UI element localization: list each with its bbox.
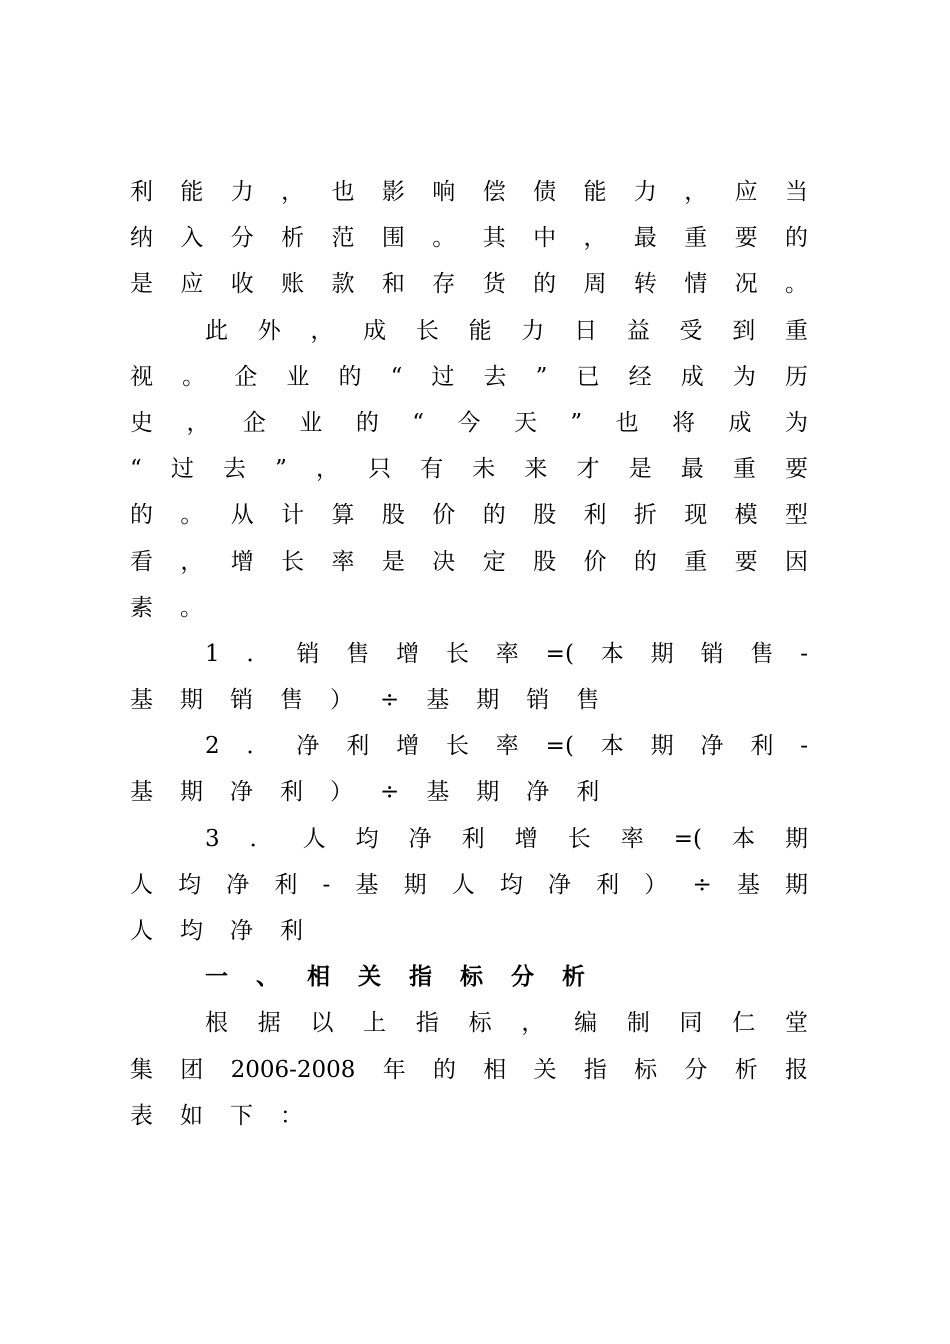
text-line: 2．净利增长率=(本期净利- [205,733,808,760]
text-line: 1．销售增长率=(本期销售- [205,640,808,667]
document-page [130,176,808,1146]
text-line: 看，增长率是决定股价的重要因 [130,548,808,575]
text-line: 人均净利-基期人均净利）÷基期 [130,871,808,898]
text-line: 基期销售）÷基期销售 [130,687,627,714]
text-line: 纳入分析范围。其中，最重要的 [130,225,808,252]
text-line: 3．人均净利增长率=(本期 [205,825,808,852]
text-line: 根据以上指标，编制同仁堂 [205,1010,808,1037]
text-line: 人均净利 [130,918,330,944]
text-line: 的。从计算股价的股利折现模型 [130,502,808,529]
text-line: 利能力，也影响偿债能力，应当 [130,179,808,205]
text-line: 素。 [130,594,230,621]
text-line: 基期净利）÷基期净利 [130,779,627,806]
text-line: 表如下： [130,1102,330,1129]
text-line: 是应收账款和存货的周转情况。 [130,271,808,298]
text-line: 视。企业的“过去”已经成为历 [130,363,808,390]
text-line: 此外，成长能力日益受到重 [205,317,808,344]
text-line: 史，企业的“今天”也将成为 [130,409,808,436]
section-heading: 一、相关指标分析 [205,963,613,991]
text-line: “过去”，只有未来才是最重要 [130,456,808,483]
text-line: 集团2006-2008年的相关指标分析报 [130,1056,808,1083]
